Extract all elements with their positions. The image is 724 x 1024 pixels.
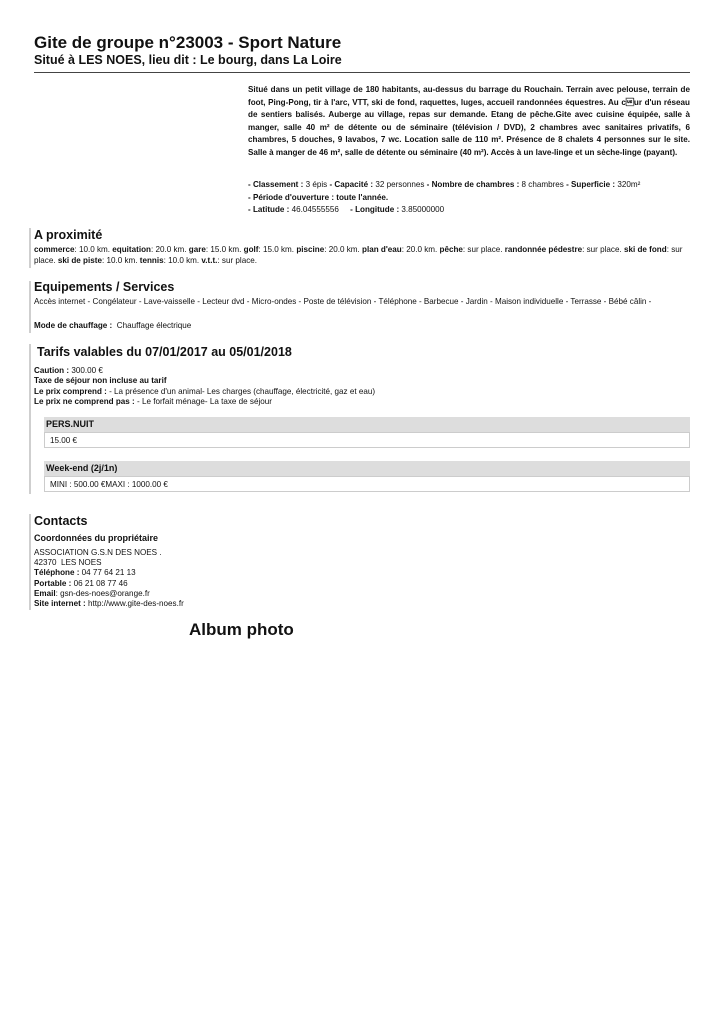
superficie-label: - Superficie : xyxy=(566,180,616,189)
page-subtitle: Situé à LES NOES, lieu dit : Le bourg, dans La Loire xyxy=(34,53,342,67)
contact-website xyxy=(34,599,184,609)
latitude-value: 46.04555556 xyxy=(291,205,339,214)
price-row-header: PERS.NUIT xyxy=(44,417,690,432)
proximite-item-label: gare xyxy=(188,245,206,254)
proximite-item-value: : 20.0 km. xyxy=(324,245,360,254)
caution-label: Caution : xyxy=(34,366,70,375)
proximite-item xyxy=(34,245,110,254)
longitude-value: 3.85000000 xyxy=(401,205,445,214)
proximite-item-value: : 10.0 km. xyxy=(163,255,200,265)
proximite-title: A proximité xyxy=(34,228,103,242)
contact-email xyxy=(34,589,184,599)
taxe-line xyxy=(34,376,690,386)
price-row-header: Week-end (2j/1n) xyxy=(44,461,690,476)
proximite-item xyxy=(440,245,503,254)
price-row-value: 15.00 € xyxy=(44,432,690,448)
superficie-value: 320m² xyxy=(617,180,641,189)
coordinates-line xyxy=(248,204,690,217)
proximite-item-value: : 10.0 km. xyxy=(101,255,138,265)
tarifs-title-prefix: Tarifs valables du xyxy=(37,345,142,359)
taxe-text: Taxe de séjour non incluse au tarif xyxy=(34,376,167,386)
proximite-item xyxy=(189,245,242,254)
tarifs-title xyxy=(37,345,292,359)
chambres-value: 8 chambres xyxy=(521,180,564,189)
email-label: Email xyxy=(34,588,56,598)
classement-label: - Classement : xyxy=(248,180,304,189)
website-link[interactable]: http://www.gite-des-noes.fr xyxy=(87,599,184,609)
proximite-item-label: randonnée pédestre xyxy=(504,245,583,254)
equipements-title: Equipements / Services xyxy=(34,280,175,294)
proximite-item xyxy=(112,245,186,254)
album-photo-title: Album photo xyxy=(189,620,294,639)
header-divider xyxy=(34,72,690,73)
telephone-label: Téléphone : xyxy=(34,568,80,578)
proximite-item-label: equitation xyxy=(112,245,151,254)
latitude-label: - Latitude : xyxy=(248,205,290,214)
caution-value: 300.00 € xyxy=(71,366,103,375)
chauffage-line xyxy=(34,321,191,330)
proximite-item-label: ski de piste xyxy=(57,255,102,265)
page-title: Gite de groupe n°23003 - Sport Nature xyxy=(34,33,342,52)
proximite-item-value: : 15.0 km. xyxy=(205,245,242,254)
tarifs-details xyxy=(34,366,690,408)
proximite-item-label: golf xyxy=(243,245,259,254)
capacite-label: - Capacité : xyxy=(329,180,374,189)
proximite-item-value: : 15.0 km. xyxy=(258,245,295,254)
price-row-value: MINI : 500.00 €MAXI : 1000.00 € xyxy=(44,476,690,492)
comprend-value: - La présence d'un animal- Les charges (chauffage, électricité, gaz et eau) xyxy=(109,386,376,396)
tarifs-title-middle: au xyxy=(211,345,226,359)
contacts-subtitle: Coordonnées du propriétaire xyxy=(34,533,159,543)
proximite-item-label: tennis xyxy=(139,255,164,265)
telephone-value: 04 77 64 21 13 xyxy=(81,568,136,578)
chambres-label: - Nombre de chambres : xyxy=(426,180,520,189)
contact-address: 42370 LES NOES xyxy=(34,558,102,568)
comprend-line xyxy=(34,387,690,397)
proximite-item-value: : sur place. xyxy=(217,255,258,265)
proximite-item xyxy=(140,256,199,265)
contacts-side-bar xyxy=(29,514,31,610)
proximite-item-label: plan d'eau xyxy=(362,245,402,254)
ne-comprend-line xyxy=(34,397,690,407)
proximite-list xyxy=(34,245,690,267)
caution-line xyxy=(34,366,690,376)
comprend-label: Le prix comprend : xyxy=(34,386,107,396)
contact-details xyxy=(34,548,184,609)
capacite-value: 32 personnes xyxy=(375,180,425,189)
portable-value: 06 21 08 77 46 xyxy=(73,578,128,588)
equipements-list: Accès internet - Congélateur - Lave-vaisselle - Lecteur dvd - Micro-ondes - Poste de télévision - Téléphone - Barbecue - Jardin - Maison individuelle - Terrasse - Bébé câlin - xyxy=(34,297,652,306)
proximite-item-value: : 10.0 km. xyxy=(74,245,111,254)
site-label: Site internet : xyxy=(34,599,86,609)
proximite-item-label: commerce xyxy=(34,245,75,254)
facts-line-1 xyxy=(248,179,690,192)
contact-name: ASSOCIATION G.S.N DES NOES . xyxy=(34,548,162,557)
longitude-label: - Longitude : xyxy=(350,205,400,214)
portable-label: Portable : xyxy=(34,578,72,588)
classement-value: 3 épis xyxy=(305,180,328,189)
proximite-side-bar xyxy=(29,228,31,268)
tarifs-date-from: 07/01/2017 xyxy=(145,345,208,359)
ne-comprend-label: Le prix ne comprend pas : xyxy=(34,397,135,407)
periode-text: - Période d'ouverture : toute l'année. xyxy=(248,192,389,202)
proximite-item xyxy=(505,245,622,254)
proximite-item-value: : 20.0 km. xyxy=(401,245,438,254)
contact-telephone xyxy=(34,568,184,578)
proximite-item-value: : sur place. xyxy=(34,245,683,265)
equipements-side-bar xyxy=(29,281,31,333)
proximite-item-label: pêche xyxy=(439,245,463,254)
email-link[interactable]: : gsn-des-noes@orange.fr xyxy=(55,588,150,598)
proximite-item-label: piscine xyxy=(296,245,325,254)
ne-comprend-value: - Le forfait ménage- La taxe de séjour xyxy=(137,397,272,407)
proximite-item xyxy=(296,245,359,254)
tarifs-date-to: 05/01/2018 xyxy=(229,345,292,359)
proximite-item xyxy=(244,245,294,254)
proximite-item-label: v.t.t. xyxy=(201,255,218,265)
proximite-item xyxy=(201,256,257,265)
chauffage-label: Mode de chauffage : xyxy=(34,321,113,330)
proximite-item xyxy=(58,256,138,265)
proximite-item-label: ski de fond xyxy=(623,245,667,254)
tarifs-side-bar xyxy=(29,344,31,494)
contacts-title: Contacts xyxy=(34,514,88,528)
contact-portable xyxy=(34,579,184,589)
proximite-item-value: : sur place. xyxy=(462,245,503,254)
proximite-item-value: : sur place. xyxy=(582,245,622,254)
proximite-item-value: : 20.0 km. xyxy=(150,245,187,254)
proximite-item xyxy=(362,245,437,254)
key-facts xyxy=(248,179,690,217)
chauffage-value: Chauffage électrique xyxy=(116,321,192,330)
description-text: Situé dans un petit village de 180 habitants, au-dessus du barrage du Rouchain. Terrain avec pelouse, terrain de foot, Ping-Pong, tir à l'arc, VTT, ski de fond, raquettes, luges, accueil randonnées équestres. Au c ur d'un réseau de sentiers balisés. Auberge au village, repas sur demande. Etang de pêche.Gite avec cuisine équipée, salle à manger, salle 40 m² de détente ou de séminaire (télévision / DVD), 2 chambres avec sanitaires privatifs, 6 chambres, 5 douches, 9 lavabos, 7 wc. Location salle de 110 m². Présence de 8 chalets 4 personnes sur le site. Salle à manger de 46 m², salle de détente ou séminaire (40 m²). Accès à un lave-linge et un sèche-linge (payant). xyxy=(248,85,690,157)
periode-ouverture xyxy=(248,192,690,205)
